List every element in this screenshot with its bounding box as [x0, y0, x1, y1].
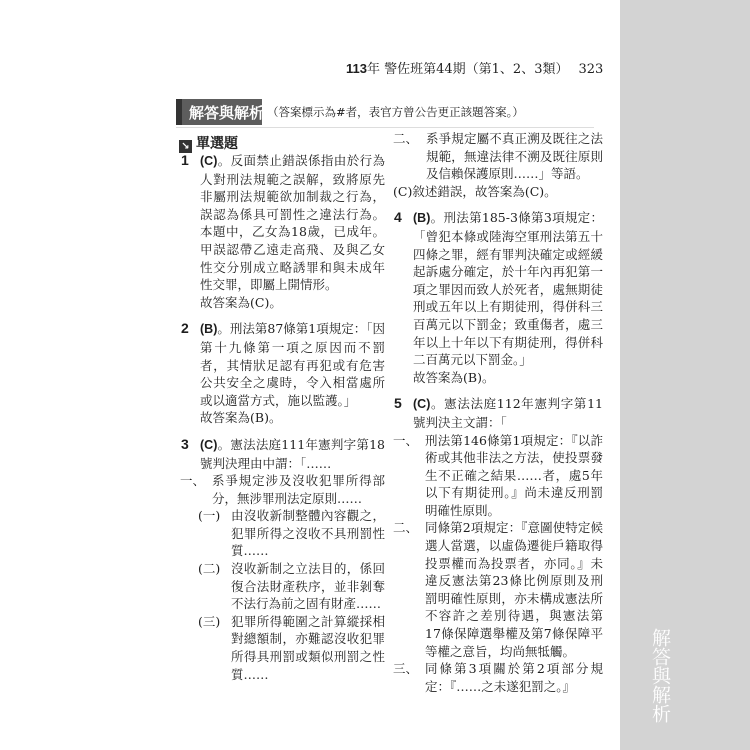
item-text: 同條第3項關於第2項部分規定：『……之未遂犯罰之。』	[425, 661, 603, 694]
question-number: 1	[181, 152, 189, 168]
question-number: 2	[181, 320, 189, 337]
left-column	[180, 152, 385, 692]
item-text: 刑法第146條第1項規定：『以詐術或其他非法之方法，使投票發生不正確之結果……者，處5年以下有期徒刑。』尚未違反刑罰明確性原則。	[425, 432, 603, 518]
question-4	[393, 209, 603, 386]
question-number: 4	[394, 209, 402, 226]
title-bar-accent	[176, 99, 182, 125]
item-marker: 三、	[393, 661, 419, 677]
explanation-text: 。刑法第87條第1項規定：「因第十九條第一項之原因而不罰者，其情狀足認有再犯或有危害公共安全之虞時，令入相當處所或以適當方式，施以監護。」	[200, 321, 385, 408]
conclusion: 故答案為(B)。	[413, 369, 495, 385]
item-marker: (三)	[198, 613, 221, 629]
list-item	[198, 507, 385, 560]
page-header	[346, 58, 603, 77]
item-marker: 一、	[180, 473, 206, 489]
subsection-title: 單選題	[196, 136, 238, 152]
conclusion: (C)敘述錯誤，故答案為(C)。	[393, 183, 557, 199]
section-title: 解答與解析	[189, 104, 265, 122]
answer-label: (C)	[200, 437, 218, 452]
explanation-text: 。反面禁止錯誤係指由於行為人對刑法規範之誤解，致將原先非屬刑法規範欲加制裁之行為，誤認為係具可罰性之違法行為。本題中，乙女為18歲，已成年。甲誤認帶乙遠走高飛、及與乙女性交分別成立略誘罪和與未成年性交罪，即屬上開情形。	[200, 153, 385, 293]
header-title: 年 警佐班第44期（第1、2、3類）	[366, 62, 569, 77]
question-1	[180, 152, 385, 311]
item-text: 由沒收新制整體內容觀之，犯罪所得之沒收不具刑罰性質……	[231, 508, 385, 559]
list-item	[393, 130, 603, 183]
answer-label: (C)	[413, 397, 431, 412]
question-number: 3	[181, 435, 189, 452]
question-5	[393, 395, 603, 695]
page-number: 323	[578, 62, 604, 77]
item-text: 犯罪所得範圍之計算縱採相對總額制，亦難認沒收犯罪所得具刑罰或類似刑罰之性質……	[231, 613, 385, 682]
answer-label: (C)	[200, 154, 218, 168]
list-item	[198, 613, 385, 683]
explanation-text: 。刑法第185-3條第3項規定：「曾犯本條或陸海空軍刑法第五十四條之罪，經有罪判決確定或經緩起訴處分確定，於十年內再犯第一項之罪因而致人於死者，處無期徒刑或五年以上有期徒刑，得併科三百萬元以下罰金；致重傷者，處三年以上十年以下有期徒刑，得併科二百萬元以下罰金。」	[413, 210, 603, 368]
conclusion: 故答案為(B)。	[200, 410, 282, 426]
list-item	[198, 560, 385, 613]
list-item	[180, 472, 385, 507]
check-box-icon: ↘	[179, 140, 192, 153]
question-2	[180, 320, 385, 427]
subsection-heading	[179, 133, 238, 153]
item-marker: (二)	[198, 561, 221, 577]
item-marker: (一)	[198, 508, 221, 524]
list-item	[393, 660, 603, 695]
header-year: 113	[346, 61, 367, 76]
side-tab	[620, 0, 750, 750]
item-text: 系爭規定涉及沒收犯罪所得部分，無涉罪刑法定原則……	[212, 473, 385, 506]
answer-label: (B)	[413, 211, 431, 226]
title-divider	[176, 127, 594, 128]
item-text: 系爭規定屬不真正溯及既往之法規範，無違法律不溯及既往原則及信賴保護原則……」等語。	[426, 131, 603, 182]
right-column	[393, 130, 603, 704]
item-marker: 一、	[393, 432, 419, 448]
list-item	[393, 432, 603, 520]
conclusion: 故答案為(C)。	[200, 294, 282, 310]
item-text: 沒收新制之立法目的，係回復合法財產秩序，並非剝奪不法行為前之固有財產……	[231, 561, 385, 612]
question-3	[180, 436, 385, 683]
side-tab-label: 解答與解析	[649, 628, 671, 723]
question-number: 5	[394, 395, 402, 412]
explanation-text: 。憲法法庭112年憲判字第11號判決主文謂：「	[413, 396, 603, 430]
item-marker: 二、	[393, 131, 419, 146]
item-text: 同條第2項規定：『意圖使特定候選人當選，以虛偽遷徙戶籍取得投票權而為投票者，亦同。』未違反憲法第23條比例原則及刑罰明確性原則，亦未構成憲法所不容許之差別待遇，與憲法第17條保障選舉權及第7條保障平等權之意旨，均尚無牴觸。	[425, 520, 603, 659]
section-note: （答案標示為#者，表官方曾公告更正該題答案。）	[267, 105, 524, 119]
answer-label: (B)	[200, 322, 218, 337]
explanation-text: 。憲法法庭111年憲判字第18號判決理由中謂：「……	[200, 436, 385, 471]
section-title-bar	[176, 99, 265, 125]
list-item	[393, 519, 603, 660]
item-marker: 二、	[393, 520, 419, 536]
